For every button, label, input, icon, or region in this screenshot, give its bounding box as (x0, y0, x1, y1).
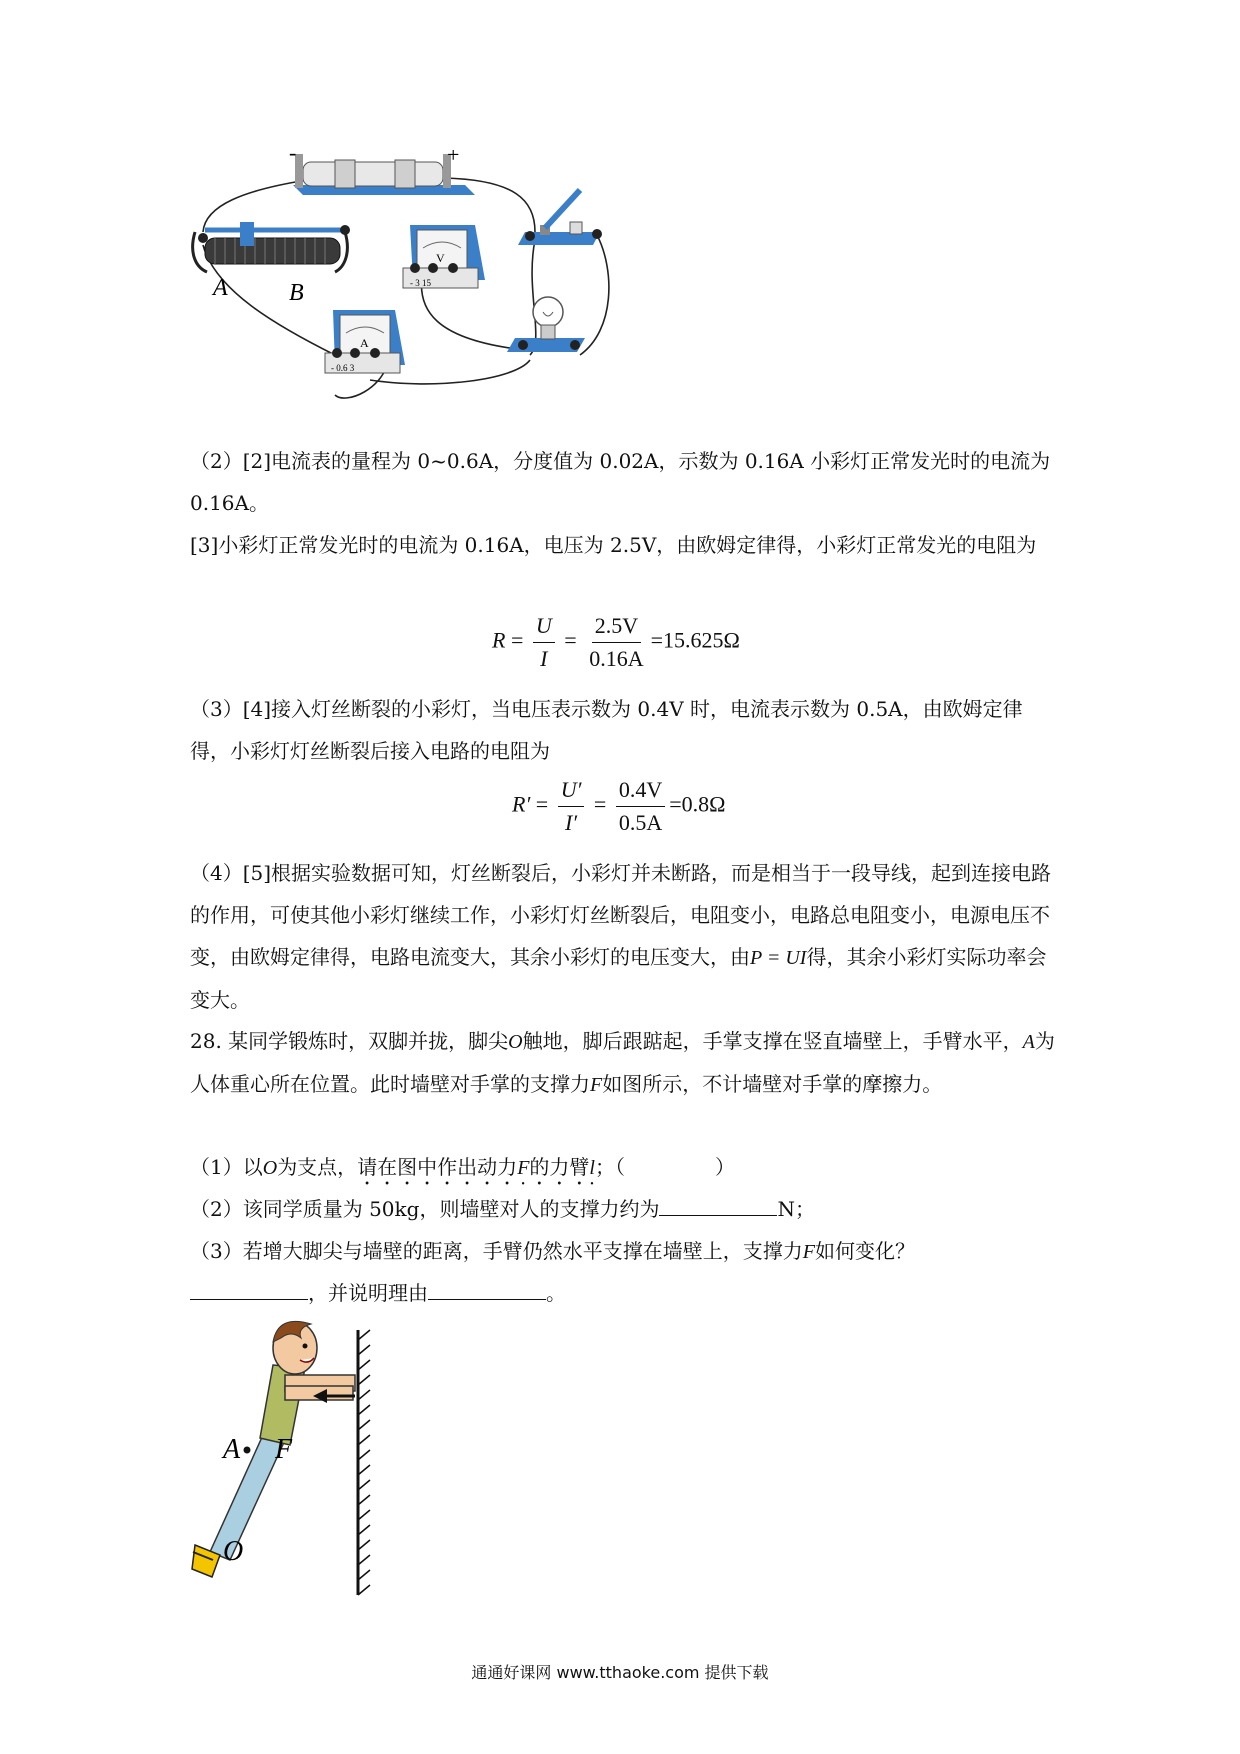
eq2-den2: 0.5A (618, 810, 663, 835)
q27-part4-text (190, 852, 1055, 1021)
eq2-num1: U′ (558, 776, 585, 807)
q28-stem (190, 1020, 1055, 1106)
rheostat-label-A: A (213, 275, 228, 301)
eq2-result: =0.8Ω (669, 791, 726, 817)
lamp (507, 297, 585, 352)
circuit-diagram (185, 150, 685, 440)
equation-resistance-normal: R = $\frac{U}{I}$ = $\frac{2.5V}{0.16A}$ =15.625Ω (492, 613, 740, 671)
q28-var-A: A (1022, 1031, 1035, 1053)
q28-s3-a: （3）若增大脚尖与墙壁的距离，手臂仍然水平支撑在墙壁上，支撑力 (190, 1239, 803, 1263)
eq2-lhs: R′ (512, 791, 531, 817)
q28-s2-a: （2）该同学质量为 50kg，则墙壁对人的支撑力约为 (190, 1197, 660, 1221)
q28-sub3-answer-line (190, 1272, 1055, 1314)
ammeter-terminals: - 0.6 3 (331, 363, 355, 373)
eq2-num2: 0.4V (616, 776, 665, 807)
eq1-den2: 0.16A (589, 646, 644, 671)
q27-part4-formula: P = UI (750, 947, 807, 969)
answer-blank-reason[interactable] (428, 1277, 546, 1300)
q28-s3-var-F: F (802, 1241, 815, 1263)
eq2-den1: I′ (564, 810, 578, 835)
battery-holder (289, 150, 475, 195)
q28-s3-c: ，并说明理由 (308, 1281, 428, 1305)
voltmeter (403, 225, 485, 288)
q28-s1-e: ） (714, 1155, 735, 1179)
eq1-lhs: R (492, 627, 506, 653)
q27-part4-pre: （4）[5]根据实验数据可知，灯丝断裂后，小彩灯并未断路，而是相当于一段导线，起到连接电路的作用，可使其他小彩灯继续工作，小彩灯灯丝断裂后，电阻变小，电路总电阻变小，电源电压不变，由欧姆定律得，电路电流变大，其余小彩灯的电压变大，由 (190, 861, 1052, 969)
q28-s1-var-O: O (262, 1157, 278, 1179)
q28-s1-a: （1）以 (190, 1155, 263, 1179)
q28-sub3 (190, 1230, 1055, 1273)
q28-sub2 (190, 1188, 1055, 1230)
q28-stem-1: 28. 某同学锻炼时，双脚并拢，脚尖 (190, 1029, 509, 1053)
q28-stem-2: 触地，脚后跟踮起，手掌支撑在竖直墙壁上，手臂水平， (522, 1029, 1023, 1053)
eq1-result: =15.625Ω (650, 627, 740, 653)
q27-part4-post: 得，其余小彩灯实际功率会变大。 (190, 945, 1047, 1012)
q28-stem-4: 如图所示，不计墙壁对手掌的摩擦力。 (602, 1072, 943, 1096)
figure-label-F: F (275, 1434, 293, 1465)
eq1-num2: 2.5V (592, 612, 641, 643)
ammeter (325, 310, 405, 373)
figure-label-O: O (223, 1536, 244, 1567)
q28-stem-3: 为人体重心所在位置。此时墙壁对手掌的支撑力 (190, 1029, 1055, 1096)
answer-blank-change[interactable] (190, 1277, 308, 1300)
switch (518, 190, 602, 245)
q28-s3-b: 如何变化？ (814, 1239, 915, 1263)
wall-hatching (358, 1330, 370, 1595)
rheostat (193, 222, 350, 306)
battery-plus-label: + (447, 150, 460, 167)
voltmeter-symbol: V (436, 251, 445, 265)
answer-blank-force[interactable] (659, 1193, 777, 1216)
page-footer: 通通好课网 www.tthaoke.com 提供下载 (471, 1663, 769, 1682)
rheostat-label-B: B (289, 280, 304, 306)
q27-part2-resistance-text: [3]小彩灯正常发光时的电流为 0.16A，电压为 2.5V，由欧姆定律得，小彩灯正常发光的电阻为 (190, 533, 1037, 557)
q28-s1-var-l: l (589, 1157, 595, 1179)
q28-s1-b: 为支点， (277, 1155, 358, 1179)
q28-s2-b: N； (777, 1197, 815, 1221)
eq1-num1: U (533, 612, 555, 643)
person-wall-figure (185, 1320, 385, 1600)
equation-resistance-broken: R′ = $\frac{U'}{I'}$ = $\frac{0.4V}{0.5A}$ =0.8Ω (512, 777, 726, 835)
voltmeter-terminals: - 3 15 (410, 278, 431, 288)
ammeter-symbol: A (360, 336, 369, 350)
q28-s1-dotted: 请在图中作出动力 (357, 1155, 518, 1179)
figure-label-A: A (223, 1434, 241, 1465)
q28-s3-d: 。 (546, 1281, 566, 1305)
q27-part2-text: （2）[2]电流表的量程为 0~0.6A，分度值为 0.02A，示数为 0.16A 小彩灯正常发光时的电流为 0.16A。 (190, 449, 1051, 515)
q28-s1-var-F: F (517, 1157, 530, 1179)
head (273, 1321, 317, 1374)
q28-var-F: F (590, 1074, 603, 1096)
battery-minus-label: - (289, 150, 297, 165)
q28-sub1 (190, 1146, 1055, 1190)
q28-s1-d: ；（ (594, 1155, 625, 1179)
eq1-den1: I (540, 646, 548, 671)
q27-part3-text: （3）[4]接入灯丝断裂的小彩灯，当电压表示数为 0.4V 时，电流表示数为 0.5A，由欧姆定律得，小彩灯灯丝断裂后接入电路的电阻为 (190, 697, 1023, 763)
q28-var-O: O (508, 1031, 523, 1053)
q28-s1-c: 的力臂 (529, 1155, 590, 1179)
